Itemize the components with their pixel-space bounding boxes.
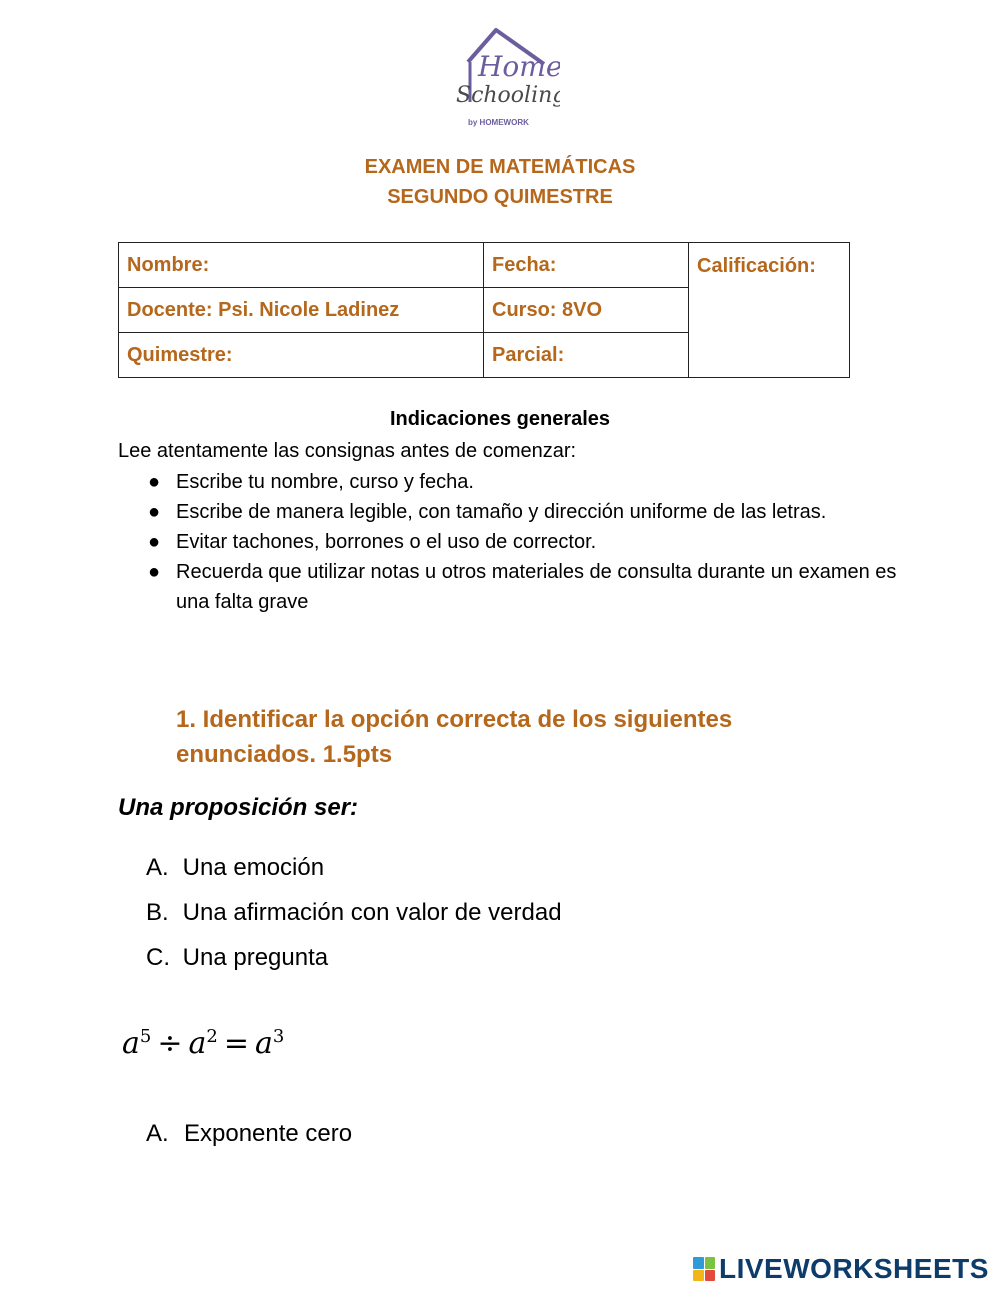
question-1-options <box>146 845 562 980</box>
quimestre-cell[interactable]: Quimestre: <box>119 333 484 378</box>
nombre-cell[interactable]: Nombre: <box>119 243 484 288</box>
list-item: ● Evitar tachones, borrones o el uso de corrector. <box>118 527 898 557</box>
fecha-cell[interactable]: Fecha: <box>484 243 689 288</box>
list-item: ● Recuerda que utilizar notas u otros materiales de consulta durante un examen es una falta grave <box>118 557 898 617</box>
exam-title-block <box>0 152 1000 212</box>
bullet-icon: ● <box>148 531 161 553</box>
curso-cell: Curso: 8VO <box>484 288 689 333</box>
student-info-table <box>118 242 850 378</box>
list-item: ● Escribe tu nombre, curso y fecha. <box>118 467 898 497</box>
option-b[interactable]: B. Una afirmación con valor de verdad <box>146 899 562 926</box>
question-2-option-a[interactable]: A. Exponente cero <box>146 1120 353 1147</box>
logo-byline: by HOMEWORK <box>468 118 529 127</box>
exam-title: EXAMEN DE MATEMÁTICAS <box>364 156 636 178</box>
bullet-icon: ● <box>148 501 161 523</box>
liveworksheets-brand: LIVEWORKSHEETS <box>719 1253 989 1284</box>
calificacion-cell: Calificación: <box>689 243 850 378</box>
logo-word-home: Home <box>478 50 560 83</box>
question-1-prompt: Una proposición ser: <box>118 794 359 821</box>
house-icon <box>448 24 560 132</box>
list-item: ● Escribe de manera legible, con tamaño y dirección uniforme de las letras. <box>118 497 898 527</box>
bullet-icon: ● <box>148 561 161 583</box>
rules-list <box>118 467 898 617</box>
indications-intro: Lee atentamente las consignas antes de comenzar: <box>118 440 577 462</box>
option-a[interactable]: A. Una emoción <box>146 854 325 881</box>
logo-word-schooling: Schooling <box>456 83 560 108</box>
exponent-formula: $a^5 \div a^2 = a^3$ <box>122 1026 285 1061</box>
docente-cell: Docente: Psi. Nicole Ladinez <box>119 288 484 333</box>
liveworksheets-footer <box>693 1254 989 1284</box>
question-1-heading: 1. Identificar la opción correcta de los siguientes enunciados. 1.5pts <box>176 706 733 768</box>
indications-title: Indicaciones generales <box>389 408 611 430</box>
bullet-icon: ● <box>148 471 161 493</box>
liveworksheets-badge-icon <box>693 1257 715 1281</box>
parcial-cell[interactable]: Parcial: <box>484 333 689 378</box>
option-c[interactable]: C. Una pregunta <box>146 944 329 971</box>
homeschooling-logo <box>448 24 560 132</box>
exam-subtitle: SEGUNDO QUIMESTRE <box>387 186 613 208</box>
